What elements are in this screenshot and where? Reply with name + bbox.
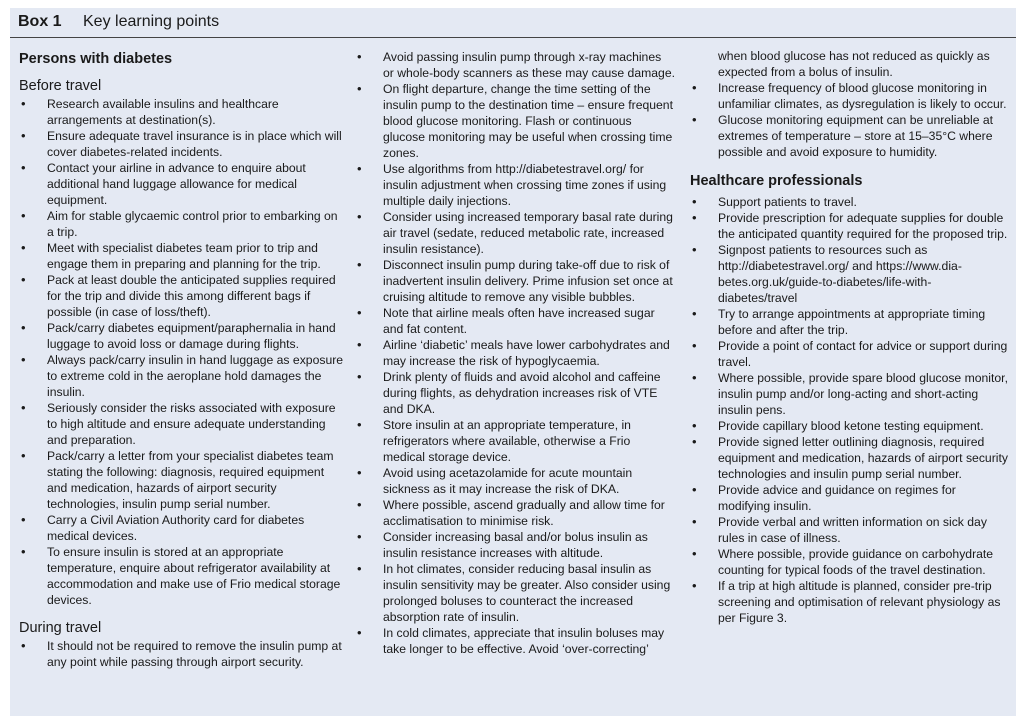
list-item: • Use algorithms from http://diabetestravel.org/ for insulin adjustment when crossing time zones if using multiple daily injections.	[355, 161, 675, 209]
list-item: • It should not be required to remove the insulin pump at any point while passing through airport security.	[19, 638, 345, 670]
box-label: Box 1	[18, 13, 62, 30]
list-item: • Try to arrange appointments at appropriate timing before and after the trip.	[690, 306, 1008, 338]
before-travel-heading: Before travel	[19, 78, 102, 94]
list-item: • Signpost patients to resources such as http://diabetestravel.org/ and https://www.dia-betes.org.uk/guide-to-diabetes/life-with-diabetes/travel	[690, 242, 1008, 306]
column-3	[690, 48, 1008, 626]
column-1	[19, 48, 345, 670]
list-item: • On flight departure, change the time setting of the insulin pump to the destination time – ensure frequent blood glucose monitoring. Flash or continuous glucose monitoring may be useful when crossing time zones.	[355, 81, 675, 161]
list-item: • Consider increasing basal and/or bolus insulin as insulin resistance increases with altitude.	[355, 529, 675, 561]
list-item: • Increase frequency of blood glucose monitoring in unfamiliar climates, as dysregulation is likely to occur.	[690, 80, 1008, 112]
key-learning-points-box	[10, 8, 1016, 716]
list-item: • Provide advice and guidance on regimes for modifying insulin.	[690, 482, 1008, 514]
list-item-continuation: when blood glucose has not reduced as quickly as expected from a bolus of insulin.	[718, 49, 990, 79]
list-item: • Store insulin at an appropriate temperature, in refrigerators where available, otherwise a Frio medical storage device.	[355, 417, 675, 465]
persons-heading: Persons with diabetes	[19, 51, 173, 67]
list-item: • Contact your airline in advance to enquire about additional hand luggage allowance for medical equipment.	[19, 160, 345, 208]
list-item: • Seriously consider the risks associated with exposure to high altitude and ensure adequate understanding and preparation.	[19, 400, 345, 448]
column-2	[355, 49, 675, 657]
list-item: • Research available insulins and healthcare arrangements at destination(s).	[19, 96, 345, 128]
list-item: • Consider using increased temporary basal rate during air travel (sedate, reduced metabolic rate, increased insulin resistance).	[355, 209, 675, 257]
list-item: • To ensure insulin is stored at an appropriate temperature, enquire about refrigerator availability at accommodation and make use of Frio medical storage devices.	[19, 544, 345, 608]
box-header	[10, 8, 1016, 38]
list-item: • Meet with specialist diabetes team prior to trip and engage them in preparing and planning for the trip.	[19, 240, 345, 272]
list-item: • Aim for stable glycaemic control prior to embarking on a trip.	[19, 208, 345, 240]
list-item: • Where possible, provide guidance on carbohydrate counting for typical foods of the travel destination.	[690, 546, 1008, 578]
list-item: • Note that airline meals often have increased sugar and fat content.	[355, 305, 675, 337]
list-item: • Pack at least double the anticipated supplies required for the trip and divide this among different bags if possible (in case of loss/theft).	[19, 272, 345, 320]
list-item: • Always pack/carry insulin in hand luggage as exposure to extreme cold in the aeroplane hold damages the insulin.	[19, 352, 345, 400]
during-travel-list-col3	[690, 48, 1008, 160]
list-item: • In hot climates, consider reducing basal insulin as insulin sensitivity may be greater. Also consider using prolonged boluses to counteract the increased absorption rate of insulin.	[355, 561, 675, 625]
professionals-list	[690, 194, 1008, 626]
professionals-heading: Healthcare professionals	[690, 173, 863, 189]
list-item: • Airline ‘diabetic’ meals have lower carbohydrates and may increase the risk of hypoglycaemia.	[355, 337, 675, 369]
list-item: • In cold climates, appreciate that insulin boluses may take longer to be effective. Avoid ‘over-correcting’	[355, 625, 675, 657]
list-item: • Provide verbal and written information on sick day rules in case of illness.	[690, 514, 1008, 546]
before-travel-list	[19, 96, 345, 608]
list-item: • Provide prescription for adequate supplies for double the anticipated quantity required for the proposed trip.	[690, 210, 1008, 242]
list-item: • Avoid passing insulin pump through x-ray machines or whole-body scanners as these may cause damage.	[355, 49, 675, 81]
list-item: • Provide a point of contact for advice or support during travel.	[690, 338, 1008, 370]
list-item: • Drink plenty of fluids and avoid alcohol and caffeine during flights, as dehydration increases risk of VTE and DKA.	[355, 369, 675, 417]
during-travel-heading: During travel	[19, 620, 102, 636]
during-travel-list-col1	[19, 638, 345, 670]
list-item: • Where possible, ascend gradually and allow time for acclimatisation to minimise risk.	[355, 497, 675, 529]
during-travel-list-col2	[355, 49, 675, 657]
list-item: • Pack/carry a letter from your specialist diabetes team stating the following: diagnosis, required equipment and medication, hazards of airport security technologies, insulin pump serial number.	[19, 448, 345, 512]
list-item: • Carry a Civil Aviation Authority card for diabetes medical devices.	[19, 512, 345, 544]
list-item: • If a trip at high altitude is planned, consider pre-trip screening and optimisation of relevant physiology as per Figure 3.	[690, 578, 1008, 626]
list-item: • Disconnect insulin pump during take-off due to risk of inadvertent insulin delivery. Prime infusion set once at cruising altitude to remove any visible bubbles.	[355, 257, 675, 305]
list-item: • Avoid using acetazolamide for acute mountain sickness as it may increase the risk of DKA.	[355, 465, 675, 497]
list-item: • Ensure adequate travel insurance is in place which will cover diabetes-related incidents.	[19, 128, 345, 160]
list-item: • Support patients to travel.	[690, 194, 1008, 210]
box-title: Key learning points	[83, 13, 220, 30]
list-item: • Glucose monitoring equipment can be unreliable at extremes of temperature – store at 15–35°C where possible and avoid exposure to humidity.	[690, 112, 1008, 160]
list-item: • Pack/carry diabetes equipment/paraphernalia in hand luggage to avoid loss or damage during flights.	[19, 320, 345, 352]
list-item: • Where possible, provide spare blood glucose monitor, insulin pump and/or long-acting and short-acting insulin pens.	[690, 370, 1008, 418]
list-item: • Provide signed letter outlining diagnosis, required equipment and medication, hazards of airport security technologies and insulin pump serial number.	[690, 434, 1008, 482]
list-item: • Provide capillary blood ketone testing equipment.	[690, 418, 1008, 434]
